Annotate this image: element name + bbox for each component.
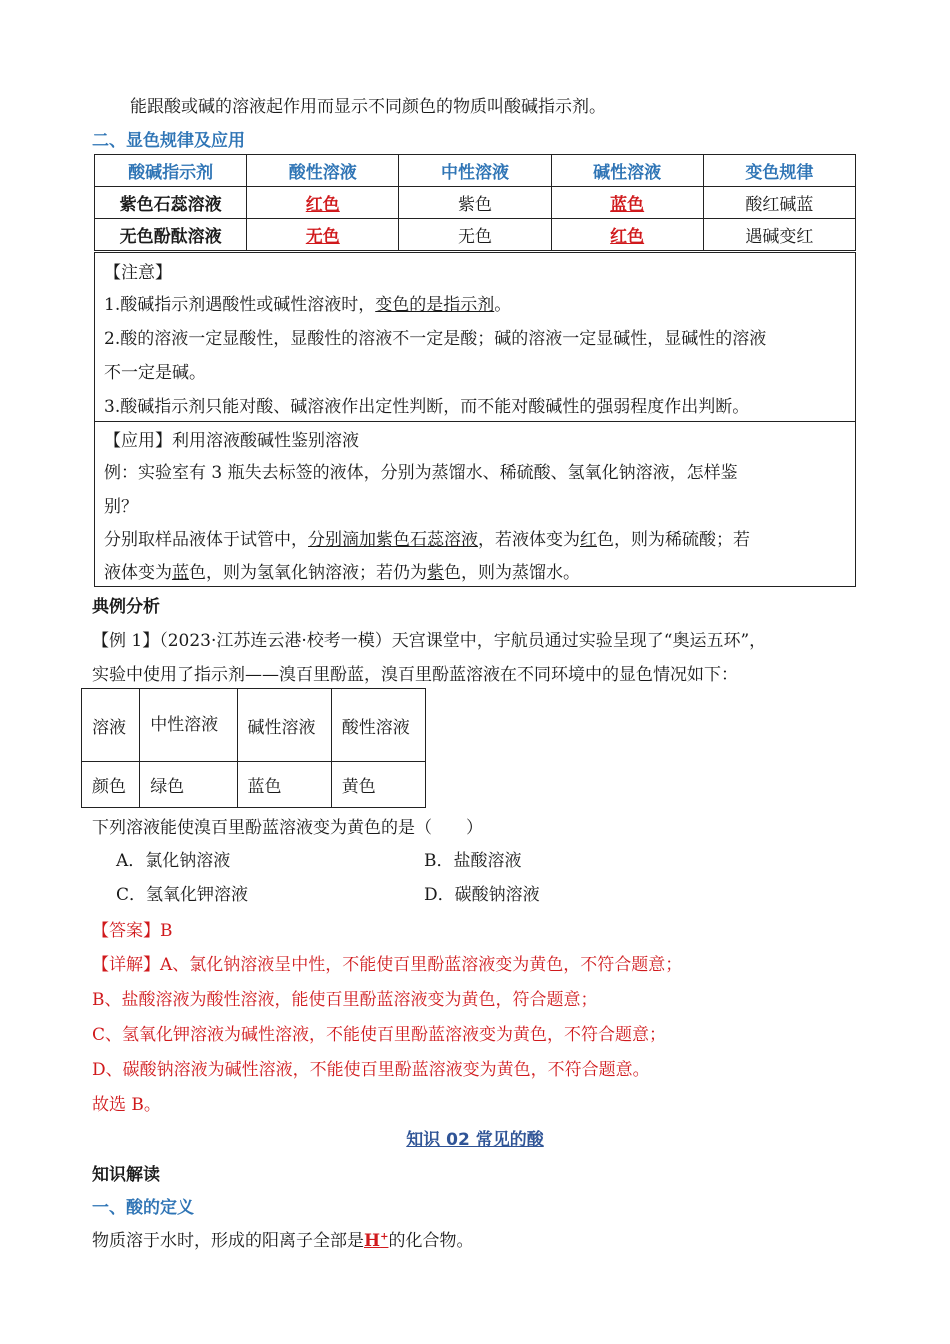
answer-text: 色，则为蒸馏水。 [444,563,580,583]
note-1 [104,290,511,315]
table-header-cell: 酸性溶液 [247,155,399,187]
option-a: A．氯化钠溶液 [116,851,231,871]
answer-text: 分别取样品液体于试管中， [104,530,308,550]
table-row [95,187,856,219]
table-cell: 中性溶液 [140,689,237,762]
cell-value: 蓝色 [610,195,645,215]
detail-line3: C、氢氧化钾溶液为碱性溶液，不能使百里酚蓝溶液变为黄色，不符合题意； [92,1025,667,1045]
table-cell [551,187,703,219]
table-cell: 颜色 [82,762,140,808]
answer-emphasis: 红 [580,530,597,550]
table-row [82,689,426,762]
section-title: 二、显色规律及应用 [92,131,245,151]
cell-value: 红色 [305,195,340,215]
note-1-emphasis: 变色的是指示剂 [375,295,495,315]
example-1-line1: 【例 1】（2023·江苏连云港·校考一模）天宫课堂中，宇航员通过实验呈现了“奥运五环”， [92,631,767,651]
answer-text: 色，则为氢氧化钠溶液；若仍为 [189,563,427,583]
table-cell: 遇碱变红 [703,219,855,251]
answer-emphasis: 蓝 [172,563,189,583]
application-example-line1: 例：实验室有 3 瓶失去标签的液体，分别为蒸馏水、稀硫酸、氢氧化钠溶液，怎样鉴 [104,463,738,483]
answer-text: 液体变为 [104,563,172,583]
detail-line1: 【详解】A、氯化钠溶液呈中性，不能使百里酚蓝溶液变为黄色，不符合题意； [92,955,683,975]
table-cell: 黄色 [331,762,425,808]
knowledge-title-wrap [0,1125,950,1150]
bromothymol-table [81,688,426,808]
table-cell: 紫色石蕊溶液 [95,187,247,219]
option-b: B．盐酸溶液 [424,851,522,871]
table-header-cell: 变色规律 [703,155,855,187]
note-2-line2: 不一定是碱。 [104,363,206,383]
application-answer-line2 [104,558,580,583]
table-cell: 酸性溶液 [331,689,425,762]
note-2-line1: 2.酸的溶液一定显酸性，显酸性的溶液不一定是酸；碱的溶液一定显碱性，显碱性的溶液 [104,329,767,349]
option-c: C．氢氧化钾溶液 [116,885,249,905]
knowledge-read-heading: 知识解读 [92,1165,160,1185]
table-cell: 蓝色 [237,762,331,808]
application-answer-line1 [104,525,750,550]
h-ion-symbol: H [364,1231,381,1251]
table-row [82,762,426,808]
table-cell [247,187,399,219]
knowledge-title: 知识 02 常见的酸 [406,1130,544,1150]
table-cell: 酸红碱蓝 [703,187,855,219]
definition-text: 物质溶于水时，形成的阳离子全部是 [92,1231,364,1251]
answer-emphasis: 分别滴加紫色石蕊溶液 [308,530,478,550]
table-cell: 溶液 [82,689,140,762]
answer-text: 【答案】B [92,921,173,941]
table-row [95,219,856,251]
table-cell: 紫色 [399,187,551,219]
table-header-cell: 酸碱指示剂 [95,155,247,187]
cell-value: 无色 [305,227,340,247]
acid-definition-title: 一、酸的定义 [92,1198,194,1218]
table-cell [247,219,399,251]
table-cell: 无色 [399,219,551,251]
option-d: D．碳酸钠溶液 [424,885,540,905]
example-1-line2: 实验中使用了指示剂——溴百里酚蓝，溴百里酚蓝溶液在不同环境中的显色情况如下： [92,665,738,685]
detail-line5: 故选 B。 [92,1095,161,1115]
table-cell: 绿色 [140,762,237,808]
answer-text: ，若液体变为 [478,530,580,550]
table-cell: 碱性溶液 [237,689,331,762]
h-ion-charge: + [380,1231,389,1243]
question-text: 下列溶液能使溴百里酚蓝溶液变为黄色的是（ ） [92,818,483,838]
application-title: 【应用】利用溶液酸碱性鉴别溶液 [104,431,359,451]
application-example-line2: 别？ [104,497,138,517]
note-1-end: 。 [494,295,512,315]
detail-line4: D、碳酸钠溶液为碱性溶液，不能使百里酚蓝溶液变为黄色，不符合题意。 [92,1060,650,1080]
answer-emphasis: 紫 [427,563,444,583]
cell-value: 红色 [610,227,645,247]
definition-text: 的化合物。 [388,1231,474,1251]
detail-line2: B、盐酸溶液为酸性溶液，能使百里酚蓝溶液变为黄色，符合题意； [92,990,598,1010]
note-3: 3.酸碱指示剂只能对酸、碱溶液作出定性判断，而不能对酸碱性的强弱程度作出判断。 [104,397,750,417]
answer-text: 色，则为稀硫酸；若 [597,530,750,550]
h-ion [364,1231,388,1251]
table-header-row [95,155,856,187]
acid-definition [92,1226,473,1251]
table-header-cell: 碱性溶液 [551,155,703,187]
example-heading: 典例分析 [92,597,160,617]
note-1-text: 1.酸碱指示剂遇酸性或碱性溶液时， [104,295,376,315]
table-header-cell: 中性溶液 [399,155,551,187]
table-cell: 无色酚酞溶液 [95,219,247,251]
intro-text: 能跟酸或碱的溶液起作用而显示不同颜色的物质叫酸碱指示剂。 [130,97,606,117]
indicator-color-table [94,154,856,251]
notes-title: 【注意】 [104,263,172,283]
table-cell [551,219,703,251]
